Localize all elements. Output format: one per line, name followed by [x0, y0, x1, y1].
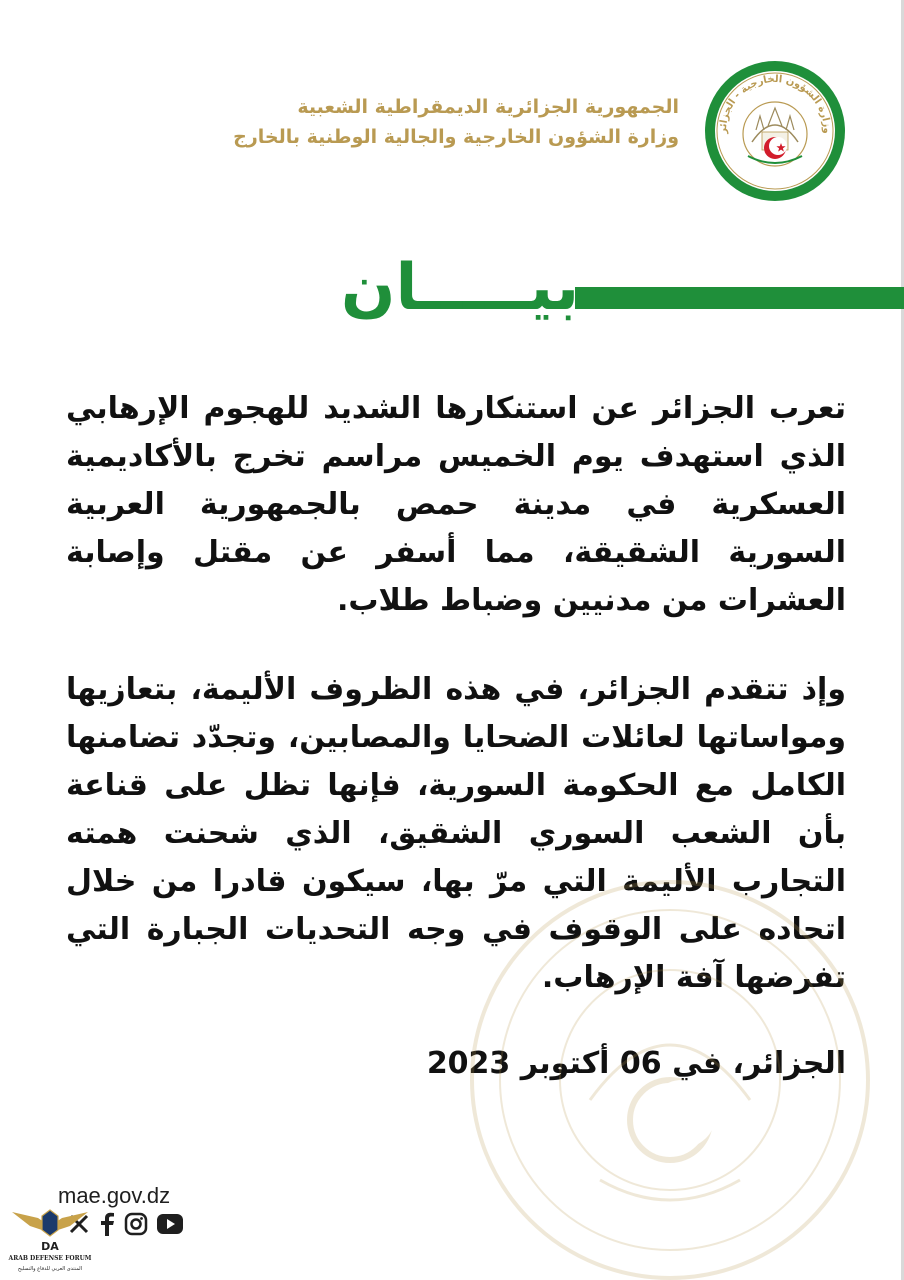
forum-logo-icon: [8, 1196, 92, 1280]
youtube-icon[interactable]: [156, 1213, 184, 1235]
website-link[interactable]: mae.gov.dz: [58, 1183, 171, 1208]
forum-abbr: DA: [41, 1240, 59, 1253]
statement-paragraph-2: وإذ تتقدم الجزائر، في هذه الظروف الأليمة، بتعازيها ومواساتها لعائلات الضحايا والمصابين، وتجدّد تضامنها الكامل مع الحكومة السورية، فإنها تظل على قناعة بأن الشعب السوري الشقيق، الذي شحنت همته التجارب الأليمة التي مرّ بها، سيكون قادرا من خلال اتحاده على الوقوف في وجه التحديات الجبارة التي تفرضها آفة الإرهاب.: [66, 672, 846, 995]
ministry-name: وزارة الشؤون الخارجية والجالية الوطنية بالخارج: [233, 126, 679, 148]
seal-top-text: وزارة الشؤون الخارجية - الجزائر: [717, 73, 833, 134]
statement-date: الجزائر، في 06 أكتوبر 2023: [426, 1046, 846, 1081]
document-title: بيـــــان: [340, 251, 580, 325]
title-band: [575, 287, 904, 309]
republic-name: الجمهورية الجزائرية الديمقراطية الشعبية: [297, 96, 679, 118]
facebook-icon[interactable]: [98, 1212, 116, 1236]
instagram-icon[interactable]: [124, 1212, 148, 1236]
forum-arabic-name: المنتدى العربي للدفاع والتسليح: [17, 1266, 83, 1272]
watermark-seal-icon: [470, 880, 870, 1280]
ministry-seal-icon: [704, 60, 846, 202]
ministry-header: [233, 92, 679, 152]
forum-name: ARAB DEFENSE FORUM: [8, 1255, 92, 1262]
seal-bottom-text: Ministry of Foreign Affairs - Algeria: [720, 145, 830, 189]
statement-paragraph-1: تعرب الجزائر عن استنكارها الشديد للهجوم الإرهابي الذي استهدف يوم الخميس مراسم تخرج بالأكاديمية العسكرية في مدينة حمص بالجمهورية العربية السورية الشقيقة، مما أسفر عن مقتل وإصابة العشرات من مدنيين وضباط طلاب.: [66, 391, 846, 618]
